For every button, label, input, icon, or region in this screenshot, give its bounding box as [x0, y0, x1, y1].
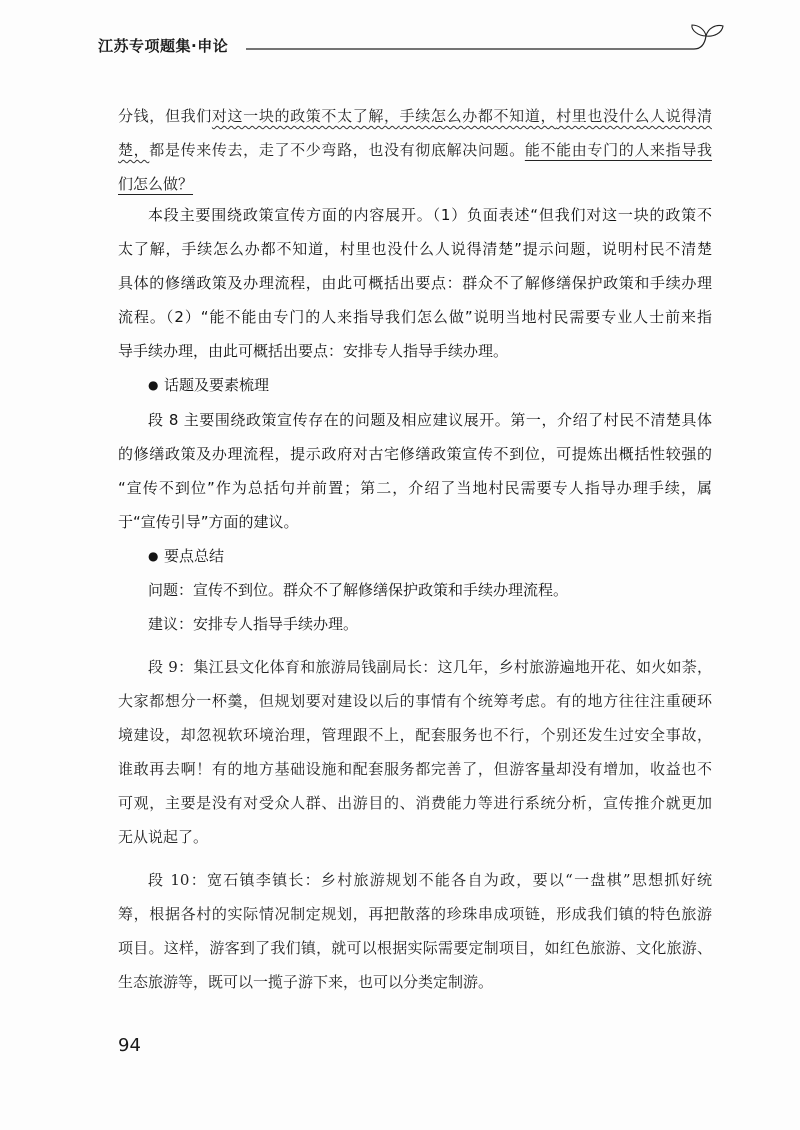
topic-line: 段 8 主要围绕政策宣传存在的问题及相应建议展开。第一，介绍了村民不清楚具体: [148, 411, 712, 429]
bullet-icon: ●: [148, 378, 159, 392]
topic-heading: [148, 368, 269, 402]
paragraph-line: 项目。这样，游客到了我们镇，就可以根据实际需要定制项目，如红色旅游、文化旅游、: [118, 939, 712, 957]
summary-heading-text: 要点总结: [164, 547, 225, 565]
paragraph-line: 无从说起了。: [118, 828, 209, 846]
material-paragraph-9: [118, 650, 712, 854]
analysis-line: 导手续办理，由此可概括出要点：安排专人指导手续办理。: [118, 342, 509, 360]
excerpt-underlined-text: 对这一块的政策不太了解，: [211, 107, 400, 125]
paragraph-line: 境建设，却忽视软环境治理，管理跟不上，配套服务也不行，个别还发生过安全事故，: [118, 726, 712, 744]
excerpt-underlined-text: 们怎么做？: [118, 175, 194, 193]
topic-line: 于“宣传引导”方面的建议。: [118, 513, 299, 531]
analysis-line: 太了解，手续怎么办都不知道，村里也没什么人说得清楚”提示问题，说明村民不清楚: [118, 240, 712, 258]
paragraph-line: 谁敢再去啊！有的地方基础设施和配套服务都完善了，但游客量却没有增加，收益也不: [118, 760, 712, 778]
paragraph-line: 段 10：宽石镇李镇长：乡村旅游规划不能各自为政，要以“一盘棋”思想抓好统: [148, 871, 712, 889]
excerpt-underlined-text: 能不能由专门的人来指导我: [524, 141, 712, 159]
material-excerpt: [118, 99, 712, 201]
material-paragraph-10: [118, 863, 712, 999]
excerpt-underlined-text: 村里也没什么人说得清: [556, 107, 712, 125]
paragraph-line: 大家都想分一杯羹，但规划要对建设以后的事情有个统筹考虑。有的地方往往注重硬环: [118, 692, 712, 710]
summary-heading: [148, 539, 224, 573]
excerpt-underlined-text: 楚，: [118, 141, 150, 159]
summary-problem: 问题：宣传不到位。群众不了解修缮保护政策和手续办理流程。: [148, 581, 569, 599]
paragraph-line: 段 9：集江县文化体育和旅游局钱副局长：这几年，乡村旅游遍地开花、如火如荼，: [148, 658, 712, 676]
topic-line: “宣传不到位”作为总括句并前置；第二，介绍了当地村民需要专人指导办理手续，属: [118, 479, 712, 497]
analysis-paragraph: [118, 198, 712, 368]
sprout-icon: [246, 22, 728, 54]
excerpt-line: [118, 99, 712, 133]
paragraph-line: 可观，主要是没有对受众人群、出游目的、消费能力等进行系统分析，宣传推介就更加: [118, 794, 712, 812]
bullet-icon: ●: [148, 549, 159, 563]
analysis-line: 流程。（2）“能不能由专门的人来指导我们怎么做”说明当地村民需要专业人士前来指: [118, 308, 712, 326]
running-header-title: 江苏专项题集·申论: [98, 37, 229, 55]
analysis-line: 本段主要围绕政策宣传方面的内容展开。（1）负面表述“但我们对这一块的政策不: [148, 206, 712, 224]
topic-heading-text: 话题及要素梳理: [164, 376, 270, 394]
paragraph-line: 生态旅游等，既可以一揽子游下来，也可以分类定制游。: [118, 973, 494, 991]
excerpt-text: 分钱，但我们: [118, 107, 212, 125]
topic-paragraph: [118, 403, 712, 539]
analysis-line: 具体的修缮政策及办理流程，由此可概括出要点：群众不了解修缮保护政策和手续办理: [118, 274, 712, 292]
excerpt-underlined-text: 手续怎么办都不知道，: [399, 107, 557, 125]
excerpt-text: 都是传来传去，走了不少弯路，也没有彻底解决问题。: [149, 141, 525, 159]
excerpt-line: [118, 133, 712, 167]
summary-suggestion: 建议：安排专人指导手续办理。: [148, 615, 359, 633]
page-number: 94: [118, 1035, 141, 1056]
excerpt-line: [118, 167, 712, 201]
paragraph-line: 筹，根据各村的实际情况制定规划，再把散落的珍珠串成项链，形成我们镇的特色旅游: [118, 905, 712, 923]
topic-line: 的修缮政策及办理流程，提示政府对古宅修缮政策宣传不到位，可提炼出概括性较强的: [118, 445, 712, 463]
